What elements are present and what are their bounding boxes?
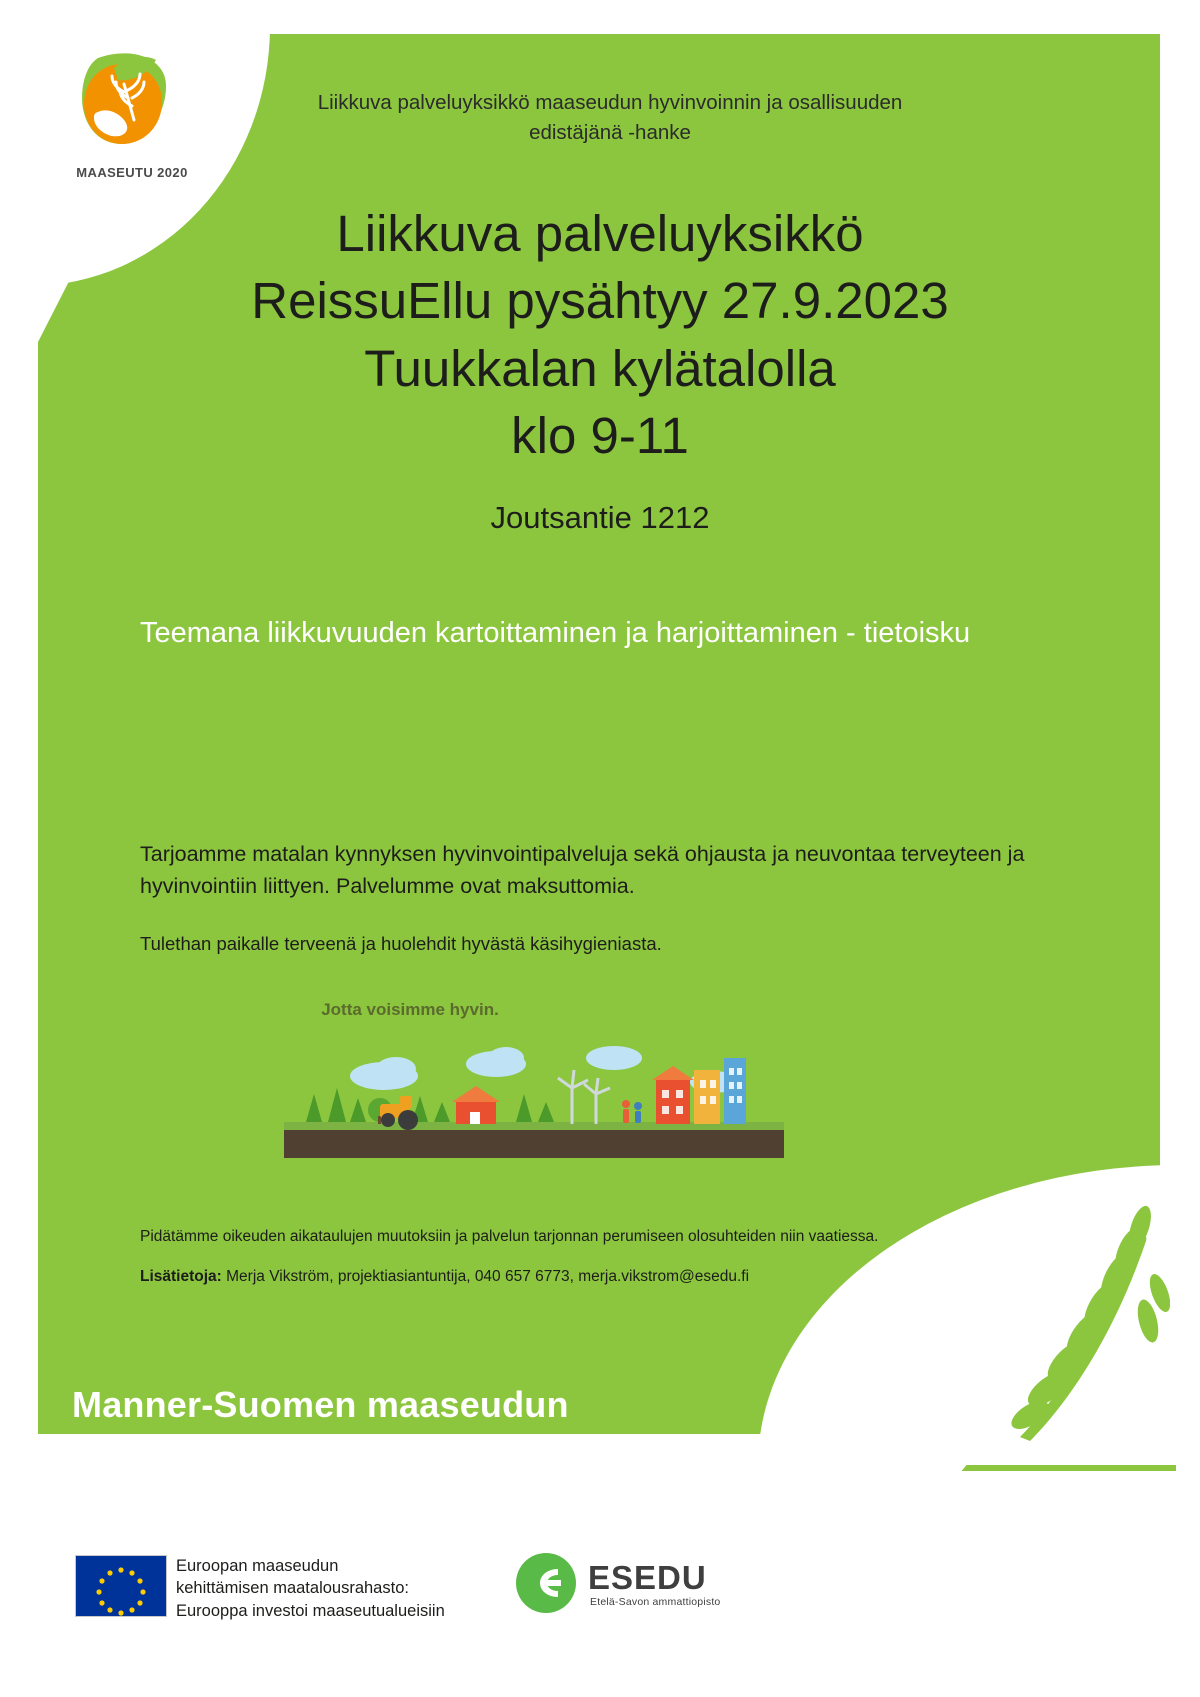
title-line-1: Liikkuva palveluyksikkö (336, 205, 864, 262)
wheat-hand-leaf-icon (62, 50, 202, 160)
eu-text-line-1: Euroopan maaseudun (176, 1557, 339, 1575)
footer (0, 1537, 1200, 1657)
hygiene-note: Tulethan paikalle terveenä ja huolehdit hyvästä käsihygieniasta. (140, 933, 662, 954)
esedu-logo (512, 1549, 812, 1619)
header-subtitle: Liikkuva palveluyksikkö maaseudun hyvinvoinnin ja osallisuuden edistäjänä -hanke (317, 91, 903, 144)
eu-funding-text (176, 1555, 506, 1622)
cloud-icon (586, 1046, 642, 1070)
fern-leaf-decoration (990, 1197, 1170, 1447)
contact-info (140, 1268, 1040, 1286)
title-line-2: ReissuEllu pysähtyy 27.9.2023 (251, 272, 949, 330)
contact-label: Lisätietoja: (140, 1268, 222, 1285)
esedu-mark-icon (512, 1549, 580, 1617)
slogan-text: Jotta voisimme hyvin. (321, 1000, 499, 1019)
page-title (120, 200, 1080, 469)
eu-text-line-2: kehittämisen maatalousrahasto: (176, 1579, 409, 1598)
programme-name (72, 1382, 792, 1474)
title-line-3: Tuukkalan kylätalolla (364, 339, 836, 397)
programme-line-1: Manner-Suomen maaseudun (72, 1384, 569, 1425)
logo-label: MAASEUTU 2020 (76, 165, 188, 180)
event-address: Joutsantie 1212 (490, 500, 710, 535)
event-theme: Teemana liikkuvuuden kartoittaminen ja harjoittaminen - tietoisku (140, 617, 971, 649)
title-line-4: klo 9-11 (511, 406, 689, 464)
countryside-illustration (284, 1036, 534, 1156)
eu-text-line-3: Eurooppa investoi maaseutualueisiin (176, 1601, 445, 1620)
esedu-subtitle: Etelä-Savon ammattiopisto (590, 1596, 721, 1608)
disclaimer-text: Pidätämme oikeuden aikataulujen muutoksiin ja palvelun tarjonnan perumiseen olosuhteiden niin vaatiessa. (140, 1228, 879, 1245)
contact-value: Merja Vikström, projektiasiantuntija, 040 657 6773, merja.vikstrom@esedu.fi (226, 1268, 750, 1285)
service-description: Tarjoamme matalan kynnyksen hyvinvointipalveluja sekä ohjausta ja neuvontaa terveyteen ja hyvinvointiin liittyen. Palvelumme ovat maksuttomia. (140, 842, 1025, 899)
maaseutu-2020-logo (62, 50, 202, 180)
eu-flag-icon (75, 1555, 167, 1617)
esedu-name: ESEDU (588, 1559, 707, 1596)
programme-line-2: kehittämisohjelma 2014–2020 (72, 1430, 582, 1472)
